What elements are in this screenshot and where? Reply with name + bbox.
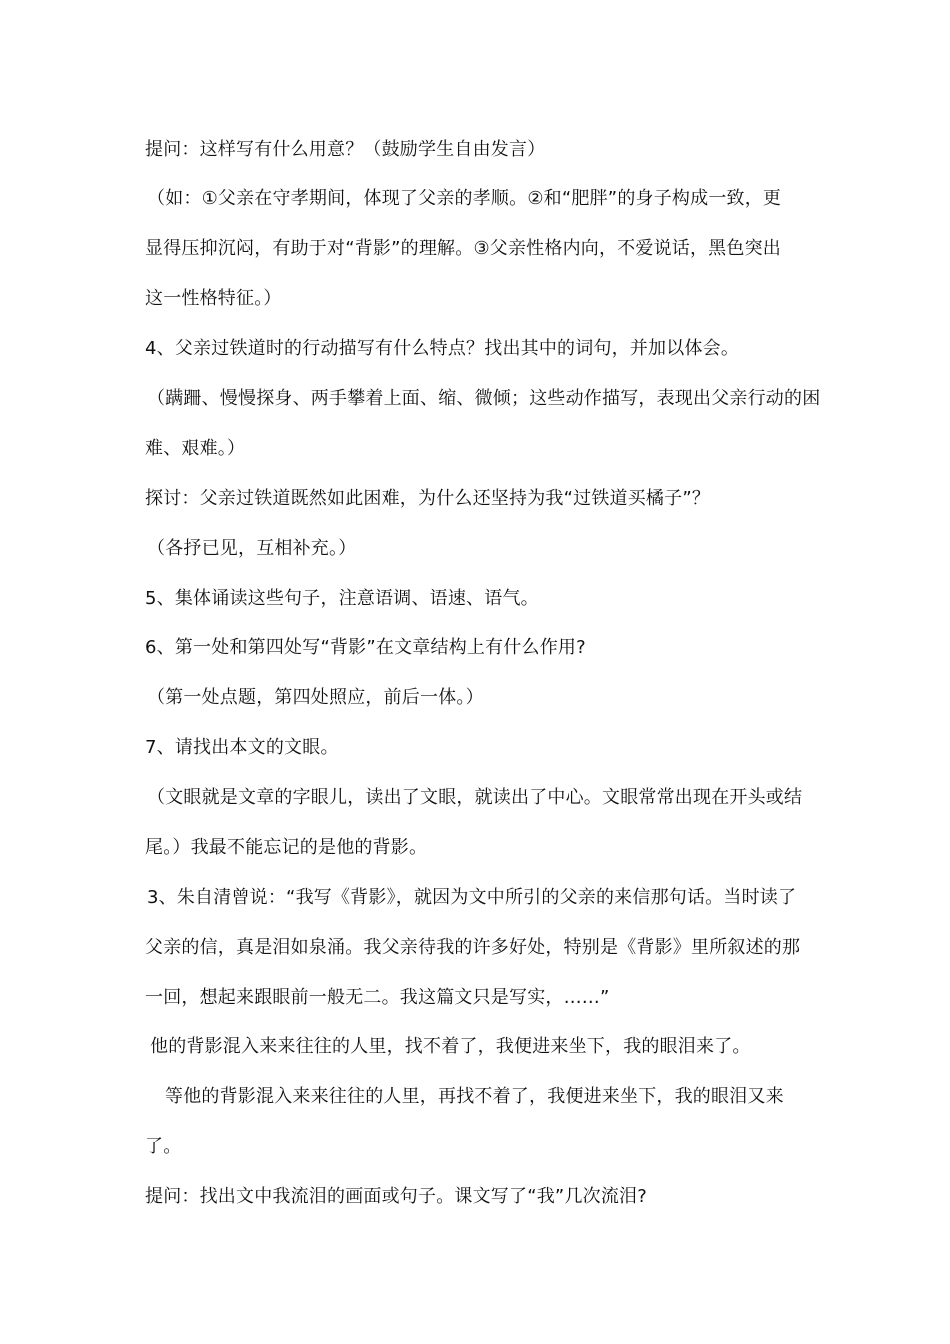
text-line-sentence-2a: 等他的背影混入来来往往的人里，再找不着了，我便进来坐下，我的眼泪又来 [165, 1086, 784, 1107]
text-line-item-4: 4、父亲过铁道时的行动描写有什么特点？找出其中的词句，并加以体会。 [145, 338, 740, 359]
text-line-sentence-2b: 了。 [145, 1136, 182, 1157]
text-line-answer-1c: 这一性格特征。） [145, 288, 282, 309]
text-line-quote-1: 3、朱自清曾说：“我写《背影》，就因为文中所引的父亲的来信那句话。当时读了 [147, 887, 797, 908]
text-line-answer-4b: 难、艰难。） [145, 438, 246, 459]
text-line-answer-1a: （如：①父亲在守孝期间，体现了父亲的孝顺。②和“肥胖”的身子构成一致，更 [147, 188, 782, 209]
text-line-sentence-1: 他的背影混入来来往往的人里，找不着了，我便进来坐下，我的眼泪来了。 [150, 1036, 751, 1057]
text-line-quote-3: 一回，想起来跟眼前一般无二。我这篇文只是写实，……” [145, 987, 610, 1008]
text-line-discussion-answer: （各抒已见，互相补充。） [147, 538, 357, 559]
text-line-answer-6: （第一处点题，第四处照应，前后一体。） [147, 687, 484, 708]
text-line-answer-7a: （文眼就是文章的字眼儿，读出了文眼，就读出了中心。文眼常常出现在开头或结 [147, 787, 803, 808]
text-line-question-tears: 提问：找出文中我流泪的画面或句子。课文写了“我”几次流泪? [145, 1186, 648, 1207]
text-line-item-5: 5、集体诵读这些句子，注意语调、语速、语气。 [145, 588, 539, 609]
text-line-quote-2: 父亲的信，真是泪如泉涌。我父亲待我的许多好处，特别是《背影》里所叙述的那 [145, 937, 801, 958]
text-line-item-6: 6、第一处和第四处写“背影”在文章结构上有什么作用? [145, 637, 586, 658]
text-line-item-7: 7、请找出本文的文眼。 [145, 737, 339, 758]
text-line-question-purpose: 提问：这样写有什么用意？（鼓励学生自由发言） [145, 139, 546, 160]
text-line-answer-4a: （蹒跚、慢慢探身、两手攀着上面、缩、微倾；这些动作描写，表现出父亲行动的困 [147, 388, 821, 409]
text-line-answer-1b: 显得压抑沉闷，有助于对“背影”的理解。③父亲性格内向，不爱说话，黑色突出 [145, 238, 781, 259]
text-line-discussion: 探讨：父亲过铁道既然如此困难，为什么还坚持为我“过铁道买橘子”？ [145, 488, 711, 509]
text-line-answer-7b: 尾。）我最不能忘记的是他的背影。 [145, 837, 428, 858]
